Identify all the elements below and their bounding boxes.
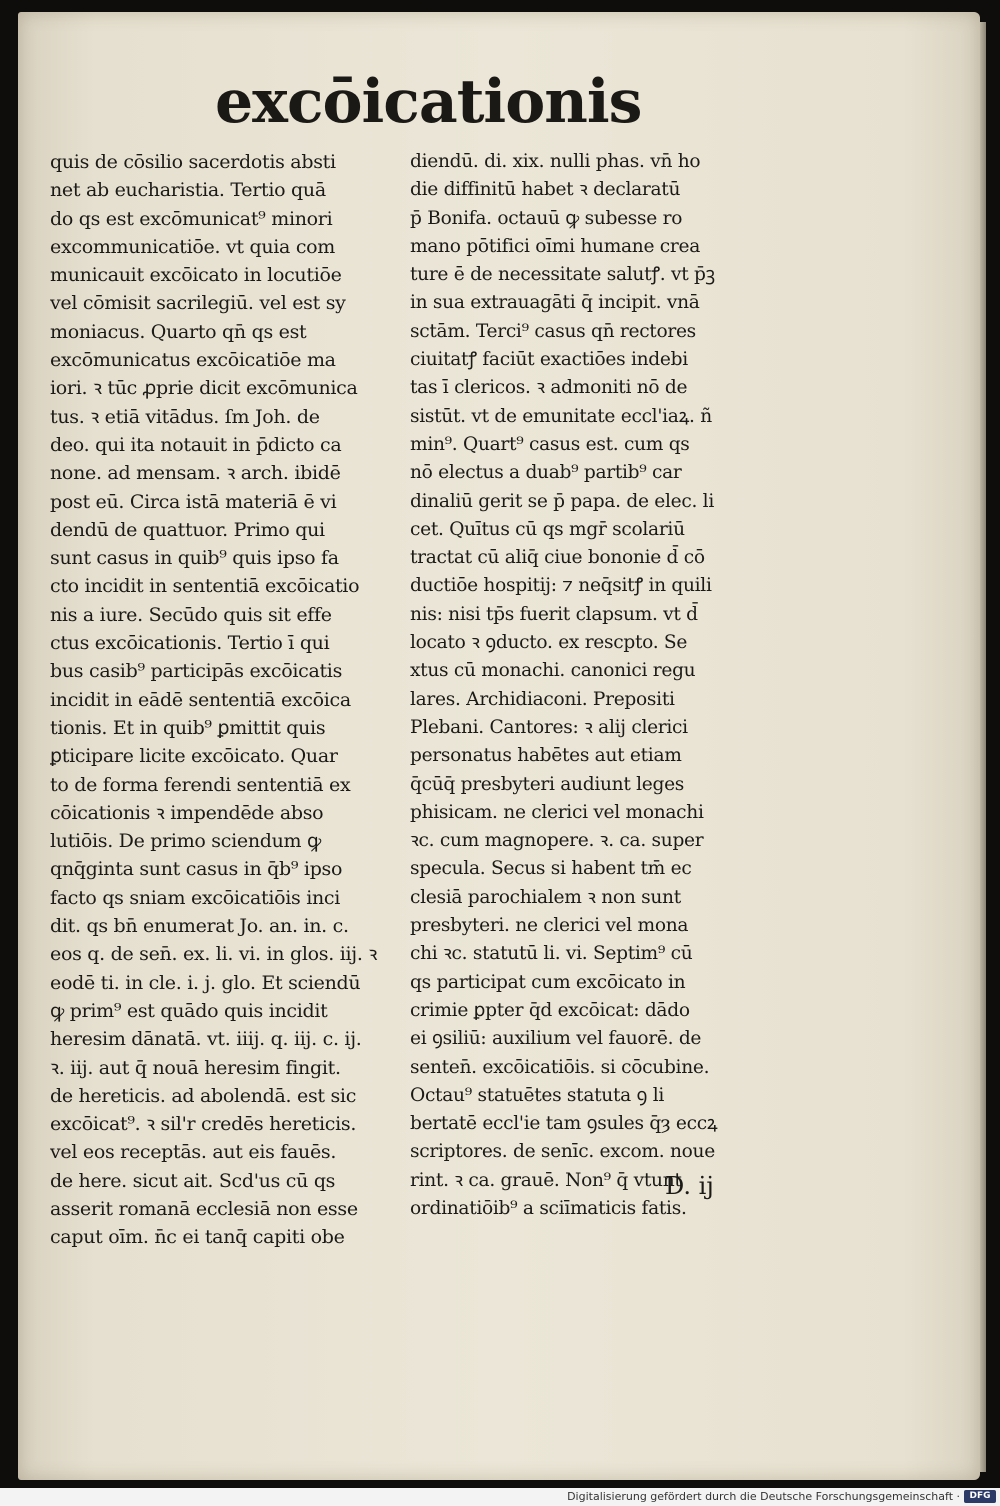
- left-column-line: facto qs sniam excōicatiōis inci: [50, 886, 341, 909]
- left-column-line: de here. sicut ait. Scd'us cū qs: [50, 1169, 336, 1192]
- left-column-line: caput oīm. n̄c ei tanq̄ capiti obe: [50, 1226, 345, 1249]
- page-edge: [980, 22, 986, 1472]
- left-column-line: bus casib⁹ participās excōicatis: [50, 660, 343, 683]
- left-column-line: asserit romanā ecclesiā non esse: [50, 1197, 358, 1220]
- left-column-line: moniacus. Quarto qn̄ qs est: [50, 320, 307, 343]
- dfg-logo: DFG: [964, 1490, 996, 1503]
- right-column-line: Plebani. Cantores: ꝛ alij clerici: [410, 716, 688, 738]
- footer-bar: [0, 1488, 1000, 1506]
- right-column-line: bertatē eccl'ie tam ꝯsules q̄ȝ eccꝝ: [410, 1113, 718, 1135]
- left-text-column: [50, 148, 425, 1252]
- right-column-line: tas ī clericos. ꝛ admoniti nō de: [410, 377, 688, 399]
- right-column-line: ei ꝯsiliū: auxilium vel fauorē. de: [410, 1028, 702, 1050]
- left-column-line: post eū. Circa istā materiā ē vi: [50, 490, 337, 513]
- left-column-line: dit. qs bn̄ enumerat Jo. an. in. c.: [50, 915, 349, 938]
- right-column-line: sctām. Terci⁹ casus qn̄ rectores: [410, 320, 696, 342]
- left-column-line: quis de cōsilio sacerdotis absti: [50, 151, 336, 173]
- right-column-line: presbyteri. ne clerici vel mona: [410, 915, 689, 937]
- right-column-line: q̄cūq̄ presbyteri audiunt leges: [410, 773, 685, 795]
- left-column-line: iori. ꝛ tūc ꝓprie dicit excōmunica: [50, 377, 358, 400]
- left-column-line: sunt casus in quib⁹ quis ipso fa: [50, 547, 339, 570]
- right-column-line: clesiā parochialem ꝛ non sunt: [410, 886, 681, 908]
- left-column-line: deo. qui ita notauit in p̄dicto ca: [50, 433, 342, 456]
- right-text-column: [410, 148, 790, 1223]
- right-column-line: ture ē de necessitate salutꝭ. vt p̄ꝫ: [410, 264, 715, 286]
- left-column-line: lutiōis. De primo sciendum ꝙ: [50, 830, 321, 853]
- right-column-line: mano pōtifici oīmi humane crea: [410, 235, 700, 257]
- right-column-line: chi ꝛc. statutū li. vi. Septim⁹ cū: [410, 943, 693, 965]
- left-column-line: heresim dānatā. vt. iiij. q. iij. c. ij.: [50, 1028, 362, 1051]
- left-column-line: eos q. de sen̄. ex. li. vi. in glos. iij. ꝛ: [50, 943, 378, 966]
- right-column-line: scriptores. de senīc. excom. noue: [410, 1141, 715, 1163]
- left-column-line: excōmunicatus excōicatiōe ma: [50, 349, 336, 372]
- right-column-line: rint. ꝛ ca. grauē. Non⁹ q̄ vtunt: [410, 1169, 682, 1191]
- left-column-line: excōicat⁹. ꝛ sil'r credēs hereticis.: [50, 1113, 357, 1136]
- right-column-line: qs participat cum excōicato in: [410, 971, 686, 993]
- left-column-line: qnq̄ginta sunt casus in q̄b⁹ ipso: [50, 858, 343, 881]
- left-column-line: ꝑticipare licite excōicato. Quar: [50, 745, 338, 768]
- left-column-line: none. ad mensam. ꝛ arch. ibidē: [50, 462, 341, 485]
- left-column-line: eodē ti. in cle. i. j. glo. Et sciendū: [50, 971, 361, 994]
- left-column-line: cōicationis ꝛ impendēde abso: [50, 801, 324, 824]
- left-column-line: net ab eucharistia. Tertio quā: [50, 179, 326, 202]
- left-column-line: to de forma ferendi sententiā ex: [50, 773, 351, 796]
- left-column-line: tionis. Et in quib⁹ ꝑmittit quis: [50, 716, 326, 739]
- right-column-line: min⁹. Quart⁹ casus est. cum qs: [410, 433, 690, 455]
- running-head: excōicationis: [215, 67, 642, 137]
- right-column-line: ordinatiōib⁹ a sciīmaticis fatis.: [410, 1197, 687, 1219]
- right-column-line: cet. Quītus cū qs mgr̄ scolariū: [410, 518, 685, 540]
- left-column-line: cto incidit in sententiā excōicatio: [50, 575, 360, 598]
- right-column-line: phisicam. ne clerici vel monachi: [410, 801, 704, 823]
- left-column-line: dendū de quattuor. Primo qui: [50, 518, 325, 541]
- left-column-line: ctus excōicationis. Tertio ī qui: [50, 632, 330, 655]
- right-column-line: dinaliū gerit se p̄ papa. de elec. li: [410, 490, 714, 512]
- left-column-line: tus. ꝛ etiā vitādus. ſm Joh. de: [50, 405, 320, 428]
- left-column-line: municauit excōicato in locutiōe: [50, 264, 342, 287]
- right-column-line: nō electus a duab⁹ partib⁹ car: [410, 462, 682, 484]
- right-column-line: die diffinitū habet ꝛ declaratū: [410, 179, 681, 201]
- right-column-line: lares. Archidiaconi. Prepositi: [410, 688, 675, 710]
- left-column-line: vel eos receptās. aut eis fauēs.: [50, 1141, 337, 1164]
- left-column-line: ꝛ. iij. aut q̄ nouā heresim fingit.: [50, 1056, 341, 1079]
- left-column-line: excommunicatiōe. vt quia com: [50, 235, 336, 258]
- right-column-line: sistūt. vt de emunitate eccl'iaꝝ. ñ: [410, 405, 712, 427]
- left-column-line: nis a iure. Secūdo quis sit effe: [50, 603, 332, 626]
- right-column-line: xtus cū monachi. canonici regu: [410, 660, 696, 682]
- left-column-line: vel cōmisit sacrilegiū. vel est sy: [50, 292, 346, 315]
- right-column-line: p̄ Bonifa. octauū ꝙ subesse ro: [410, 207, 683, 229]
- right-column-line: crimie ꝑpter q̄d excōicat: dādo: [410, 999, 690, 1021]
- left-column-line: do qs est excōmunicat⁹ minori: [50, 207, 333, 230]
- left-column-line: ꝙ prim⁹ est quādo quis incidit: [50, 999, 328, 1022]
- right-column-line: ciuitatꝭ faciūt exactiōes indebi: [410, 349, 688, 371]
- left-column-line: de hereticis. ad abolendā. est sic: [50, 1084, 357, 1107]
- right-column-line: in sua extrauagāti q̄ incipit. vnā: [410, 292, 700, 314]
- right-column-line: tractat cū aliq̄ ciue bononie d̄ cō: [410, 547, 705, 569]
- right-column-line: ductiōe hospitij: ⁊ neq̄sitꝭ in quili: [410, 575, 712, 597]
- right-column-line: Octau⁹ statuētes statuta ꝯ li: [410, 1084, 665, 1106]
- right-column-line: specula. Secus si habent tm̄ ec: [410, 858, 692, 880]
- signature-mark: D. ij: [665, 1172, 714, 1200]
- right-column-line: diendū. di. xix. nulli phas. vn̄ ho: [410, 151, 701, 172]
- right-column-line: personatus habētes aut etiam: [410, 745, 682, 767]
- right-column-line: locato ꝛ ꝯducto. ex rescpto. Se: [410, 632, 688, 654]
- right-column-line: ꝛc. cum magnopere. ꝛ. ca. super: [410, 830, 704, 852]
- right-column-line: senten̄. excōicatiōis. si cōcubine.: [410, 1056, 710, 1078]
- funding-credit: Digitalisierung gefördert durch die Deutsche Forschungsgemeinschaft ·: [567, 1490, 960, 1503]
- right-column-line: nis: nisi tp̄s fuerit clapsum. vt d̄: [410, 603, 698, 625]
- left-column-line: incidit in eādē sententiā excōica: [50, 688, 351, 711]
